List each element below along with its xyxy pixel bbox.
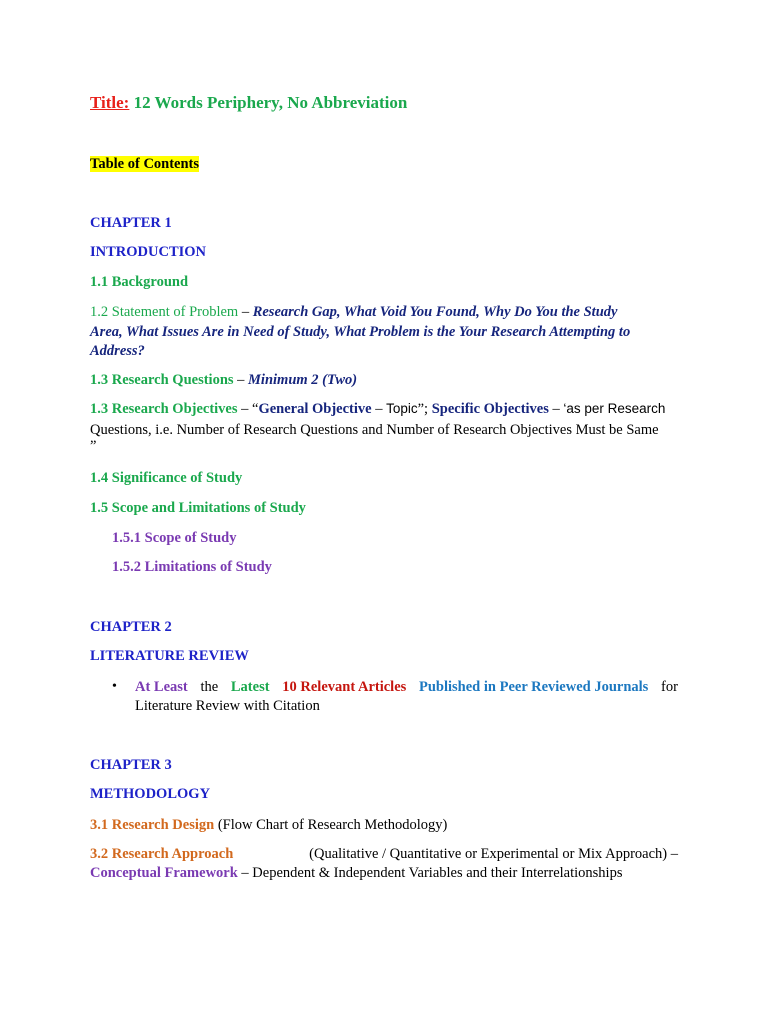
- section-1-3-questions-label: 1.3 Research Questions: [90, 372, 234, 388]
- section-1-5-2: 1.5.2 Limitations of Study: [112, 559, 272, 575]
- objectives-sep: ”;: [417, 401, 432, 417]
- section-3-1-label: 3.1 Research Design: [90, 817, 215, 833]
- section-3-2-line1: [90, 844, 678, 864]
- section-1-2-label: 1.2 Statement of Problem: [90, 304, 239, 320]
- conceptual-framework-detail: – Dependent & Independent Variables and their Interrelationships: [237, 865, 623, 881]
- title-text: 12 Words Periphery, No Abbreviation: [133, 93, 408, 112]
- section-1-3-questions-detail: Minimum 2 (Two): [248, 372, 358, 388]
- section-1-3-objectives: [90, 399, 665, 419]
- section-1-3-questions-dash: –: [233, 372, 249, 388]
- conceptual-framework: Conceptual Framework: [90, 865, 238, 881]
- literature-bullet-line1: [135, 677, 678, 697]
- chapter3-heading: CHAPTER 3: [90, 757, 172, 773]
- section-1-3-objectives-line2: Questions, i.e. Number of Research Questions and Number of Research Objectives Must be Same: [90, 422, 659, 438]
- objectives-dash: – “: [237, 401, 259, 417]
- bullet-relevant-articles: 10 Relevant Articles: [282, 679, 407, 695]
- document-title: [90, 93, 407, 113]
- objectives-topic: Topic: [386, 401, 418, 416]
- bullet-peer-reviewed: Published in Peer Reviewed Journals: [419, 679, 649, 695]
- objectives-dash2: –: [371, 401, 387, 417]
- chapter2-heading: CHAPTER 2: [90, 619, 172, 635]
- chapter2-title: LITERATURE REVIEW: [90, 648, 249, 664]
- section-1-3-objectives-line3: ”: [90, 438, 97, 454]
- section-1-2-line1: Research Gap, What Void You Found, Why Do You the Study: [252, 304, 618, 320]
- section-1-3-questions: [90, 370, 357, 390]
- section-1-2-line2: Area, What Issues Are in Need of Study, What Problem is the Your Research Attempting to: [90, 324, 631, 340]
- section-1-2-line3: Address?: [90, 343, 145, 359]
- section-3-2-label: 3.2 Research Approach: [90, 846, 234, 862]
- chapter1-heading: CHAPTER 1: [90, 215, 172, 231]
- bullet-the: the: [200, 679, 219, 695]
- bullet-latest: Latest: [230, 679, 270, 695]
- toc-heading-text: Table of Contents: [90, 156, 200, 172]
- section-1-2-dash: –: [238, 304, 253, 320]
- bullet-at-least: At Least: [135, 679, 188, 695]
- chapter3-title: METHODOLOGY: [90, 786, 211, 802]
- title-label: Title:: [90, 93, 130, 112]
- section-1-5: 1.5 Scope and Limitations of Study: [90, 500, 306, 516]
- bullet-for: for: [661, 679, 678, 695]
- toc-heading: [90, 154, 199, 174]
- objectives-dash3: –: [548, 401, 564, 417]
- section-1-2: [90, 302, 617, 322]
- section-3-2-detail: (Qualitative / Quantitative or Experimental or Mix Approach) –: [309, 846, 678, 862]
- literature-bullet-line2: Literature Review with Citation: [135, 698, 320, 714]
- section-1-5-1: 1.5.1 Scope of Study: [112, 530, 237, 546]
- bullet-icon: •: [112, 679, 117, 694]
- section-1-3-objectives-label: 1.3 Research Objectives: [90, 401, 238, 417]
- section-3-1: [90, 815, 447, 835]
- section-1-1: 1.1 Background: [90, 274, 189, 290]
- section-1-4: 1.4 Significance of Study: [90, 470, 243, 486]
- specific-objectives: Specific Objectives: [431, 401, 549, 417]
- general-objective: General Objective: [258, 401, 372, 417]
- objectives-tail: ‘as per Research: [563, 401, 666, 416]
- section-3-2-line2: [90, 863, 622, 883]
- chapter1-title: INTRODUCTION: [90, 244, 207, 260]
- section-3-1-detail: (Flow Chart of Research Methodology): [214, 817, 448, 833]
